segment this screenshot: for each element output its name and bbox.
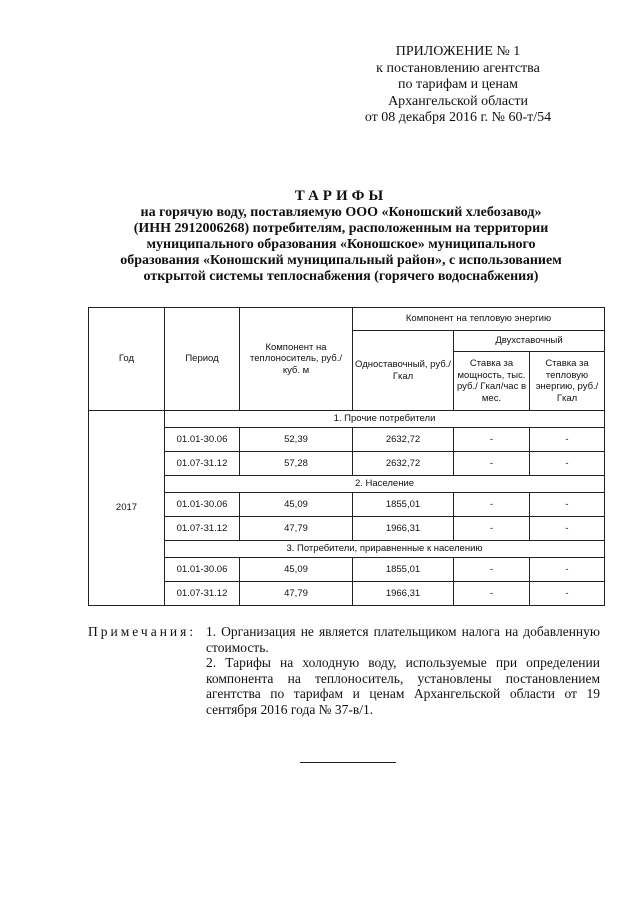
single-rate-cell: 1855,01 bbox=[353, 558, 454, 582]
table-row bbox=[89, 452, 605, 476]
single-rate-cell: 1855,01 bbox=[353, 493, 454, 517]
header-capacity-rate: Ставка за мощность, тыс. руб./ Гкал/час в мес. bbox=[454, 352, 530, 411]
appendix-header bbox=[340, 44, 576, 127]
single-rate-cell: 1966,31 bbox=[353, 517, 454, 541]
energy-cell: - bbox=[530, 558, 605, 582]
capacity-cell: - bbox=[454, 428, 530, 452]
period-cell: 01.01-30.06 bbox=[165, 428, 240, 452]
header-period: Период bbox=[165, 308, 240, 411]
group-header: 3. Потребители, приравненные к населению bbox=[165, 541, 605, 558]
capacity-cell: - bbox=[454, 493, 530, 517]
period-cell: 01.07-31.12 bbox=[165, 517, 240, 541]
period-cell: 01.07-31.12 bbox=[165, 582, 240, 606]
capacity-cell: - bbox=[454, 517, 530, 541]
period-cell: 01.07-31.12 bbox=[165, 452, 240, 476]
period-cell: 01.01-30.06 bbox=[165, 493, 240, 517]
single-rate-cell: 2632,72 bbox=[353, 428, 454, 452]
appendix-line: к постановлению агентства bbox=[376, 60, 540, 76]
single-rate-cell: 2632,72 bbox=[353, 452, 454, 476]
period-cell: 01.01-30.06 bbox=[165, 558, 240, 582]
table-row bbox=[89, 582, 605, 606]
energy-cell: - bbox=[530, 452, 605, 476]
header-year: Год bbox=[89, 308, 165, 411]
group-header: 2. Население bbox=[165, 476, 605, 493]
tariff-table bbox=[88, 307, 605, 606]
group-header: 1. Прочие потребители bbox=[165, 411, 605, 428]
appendix-date: от 08 декабря 2016 г. № 60-т/54 bbox=[364, 110, 552, 125]
title-line: открытой системы теплоснабжения (горячего водоснабжения) bbox=[143, 269, 539, 284]
note-item: 2. Тарифы на холодную воду, используемые при определении компонента на теплоноситель, установлены постановлением агентства по тарифам и ценам Архангельской области от 19 сентября 2016 года № 37-в/1. bbox=[206, 655, 600, 717]
carrier-cell: 47,79 bbox=[240, 582, 353, 606]
title-line: образования «Коношский муниципальный район», с использованием bbox=[120, 253, 562, 268]
carrier-cell: 45,09 bbox=[240, 558, 353, 582]
document-title bbox=[96, 188, 586, 285]
title-line: на горячую воду, поставляемую ООО «Коношский хлебозавод» bbox=[140, 205, 542, 220]
carrier-cell: 52,39 bbox=[240, 428, 353, 452]
notes-label: Примечания: bbox=[88, 624, 197, 639]
notes-list bbox=[206, 624, 600, 717]
energy-cell: - bbox=[530, 582, 605, 606]
table-row bbox=[89, 558, 605, 582]
capacity-cell: - bbox=[454, 452, 530, 476]
capacity-cell: - bbox=[454, 582, 530, 606]
carrier-cell: 57,28 bbox=[240, 452, 353, 476]
header-two-rate: Двухставочный bbox=[454, 331, 605, 352]
energy-cell: - bbox=[530, 493, 605, 517]
appendix-line: Архангельской области bbox=[388, 93, 528, 109]
title-heading: ТАРИФЫ bbox=[294, 188, 388, 204]
closing-divider bbox=[300, 762, 396, 763]
header-energy: Компонент на тепловую энергию bbox=[353, 308, 605, 331]
header-energy-rate: Ставка за тепловую энергию, руб./Гкал bbox=[530, 352, 605, 411]
energy-cell: - bbox=[530, 517, 605, 541]
appendix-title: ПРИЛОЖЕНИЕ № 1 bbox=[395, 44, 521, 59]
table-row bbox=[89, 493, 605, 517]
table-row bbox=[89, 517, 605, 541]
header-single-rate: Одноставочный, руб./Гкал bbox=[353, 331, 454, 411]
header-carrier: Компонент на теплоноситель, руб./куб. м bbox=[240, 308, 353, 411]
appendix-line: по тарифам и ценам bbox=[398, 77, 518, 92]
carrier-cell: 45,09 bbox=[240, 493, 353, 517]
note-item: 1. Организация не является плательщиком налога на добавленную стоимость. bbox=[206, 624, 600, 655]
energy-cell: - bbox=[530, 428, 605, 452]
title-line: (ИНН 2912006268) потребителям, расположенным на территории bbox=[133, 221, 549, 236]
single-rate-cell: 1966,31 bbox=[353, 582, 454, 606]
year-cell: 2017 bbox=[89, 411, 165, 606]
title-line: муниципального образования «Коношское» муниципального bbox=[146, 237, 536, 252]
carrier-cell: 47,79 bbox=[240, 517, 353, 541]
capacity-cell: - bbox=[454, 558, 530, 582]
table-row bbox=[89, 428, 605, 452]
